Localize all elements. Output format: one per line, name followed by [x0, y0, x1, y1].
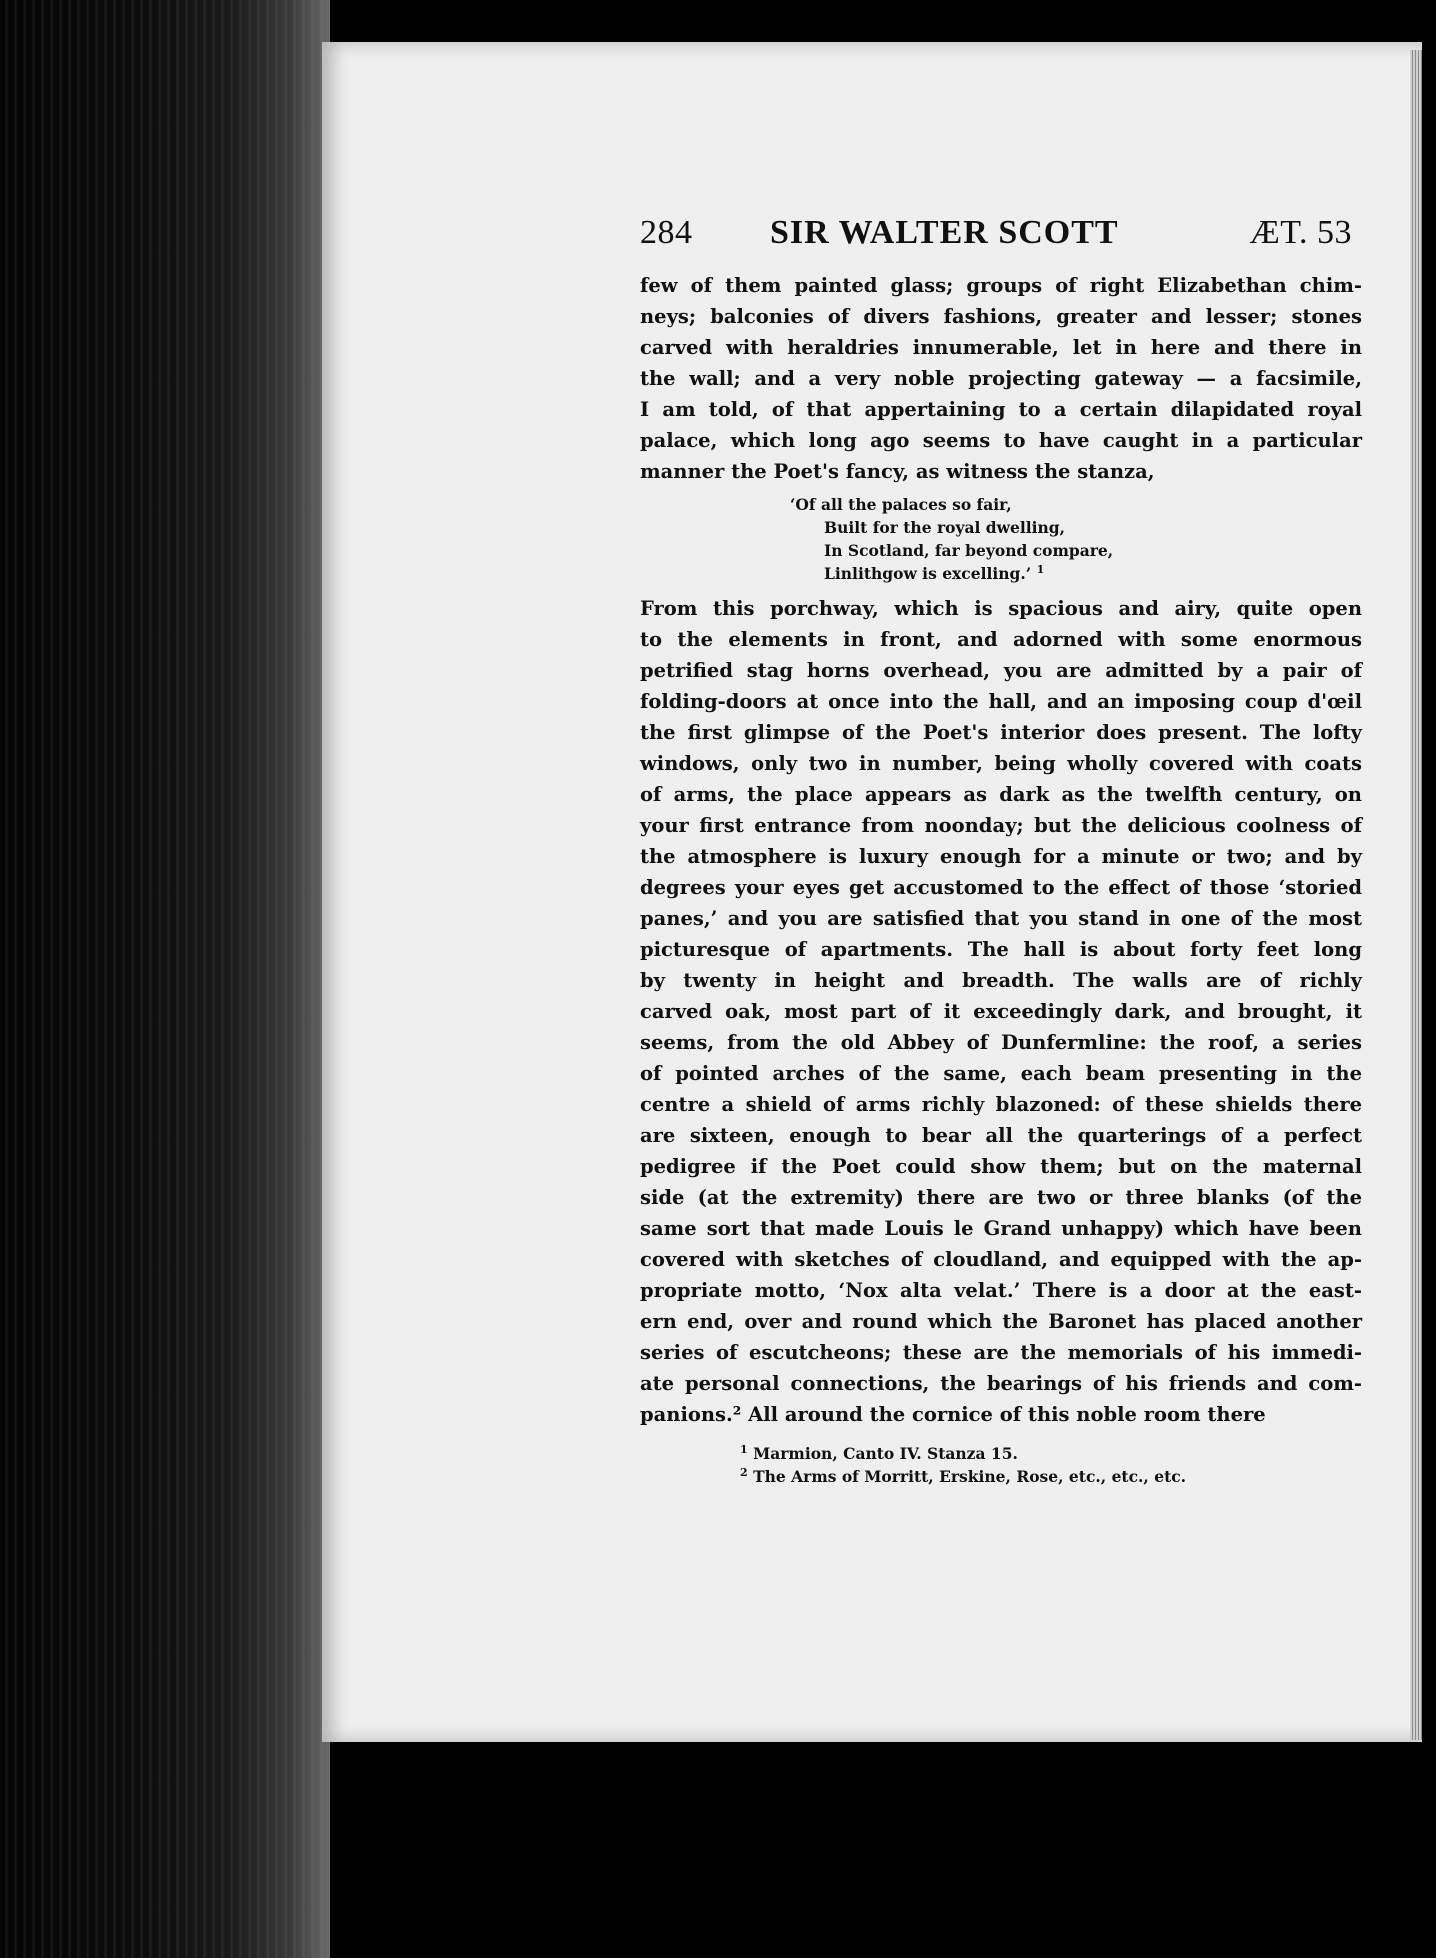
text-line: series of escutcheons; these are the memorials of his immedi- [640, 1341, 1362, 1364]
page-number: 284 [640, 214, 693, 251]
text-line: of pointed arches of the same, each beam presenting in the [640, 1062, 1362, 1085]
text-line: centre a shield of arms richly blazoned: of these shields there [640, 1093, 1362, 1116]
text-line: carved with heraldries innumerable, let in here and there in [640, 336, 1362, 359]
text-line: degrees your eyes get accustomed to the effect of those ‘storied [640, 876, 1362, 899]
text-line: by twenty in height and breadth. The walls are of richly [640, 969, 1362, 992]
text-line: your first entrance from noonday; but the delicious coolness of [640, 814, 1362, 837]
text-line: covered with sketches of cloudland, and equipped with the ap- [640, 1248, 1362, 1271]
footnote-mark: 1 [740, 1442, 748, 1456]
text-line: palace, which long ago seems to have caught in a particular [640, 429, 1362, 452]
footnote-text: Marmion, Canto IV. Stanza 15. [753, 1444, 1018, 1463]
text-line: From this porchway, which is spacious and airy, quite open [640, 597, 1362, 620]
text-line: panions.² All around the cornice of this noble room there [640, 1403, 1266, 1426]
text-line: I am told, of that appertaining to a certain dilapidated royal [640, 398, 1362, 421]
footnote [740, 1465, 1362, 1488]
text-line: are sixteen, enough to bear all the quarterings of a perfect [640, 1124, 1362, 1147]
text-line: the first glimpse of the Poet's interior does present. The lofty [640, 721, 1362, 744]
footnote-text: The Arms of Morritt, Erskine, Rose, etc., etc., etc. [753, 1467, 1187, 1486]
text-line: folding-doors at once into the hall, and an imposing coup d'œil [640, 690, 1362, 713]
text-line: few of them painted glass; groups of right Elizabethan chim- [640, 274, 1362, 297]
verse-line-text: Linlithgow is excelling.’ [824, 564, 1032, 583]
verse-line-text: Built for the royal dwelling, [824, 518, 1066, 537]
verse-quotation [790, 493, 1362, 585]
footnote-mark: 2 [740, 1465, 748, 1479]
text-line: to the elements in front, and adorned with some enormous [640, 628, 1362, 651]
text-line: panes,’ and you are satisfied that you stand in one of the most [640, 907, 1362, 930]
paragraph-2 [640, 593, 1362, 1430]
text-line: manner the Poet's fancy, as witness the stanza, [640, 460, 1155, 483]
text-line: of arms, the place appears as dark as the twelfth century, on [640, 783, 1362, 806]
text-line: the atmosphere is luxury enough for a minute or two; and by [640, 845, 1362, 868]
text-line: the wall; and a very noble projecting gateway — a facsimile, [640, 367, 1362, 390]
age-marker: ÆT. 53 [1249, 214, 1352, 251]
running-title: SIR WALTER SCOTT [770, 214, 1119, 251]
verse-line [790, 493, 1362, 516]
verse-line [790, 539, 1362, 562]
paragraph-1 [640, 270, 1362, 487]
text-line: pedigree if the Poet could show them; but on the maternal [640, 1155, 1362, 1178]
verse-line-text: ‘Of all the palaces so fair, [790, 495, 1012, 514]
text-line: side (at the extremity) there are two or three blanks (of the [640, 1186, 1362, 1209]
text-line: carved oak, most part of it exceedingly dark, and brought, it [640, 1000, 1362, 1023]
text-line: same sort that made Louis le Grand unhappy) which have been [640, 1217, 1362, 1240]
text-line: ate personal connections, the bearings of his friends and com- [640, 1372, 1362, 1395]
text-line: ern end, over and round which the Baronet has placed another [640, 1310, 1362, 1333]
running-header [640, 214, 1362, 270]
page-content [640, 214, 1362, 1488]
footnote-reference: 1 [1036, 562, 1045, 576]
footnotes [740, 1442, 1362, 1488]
verse-line [790, 516, 1362, 539]
text-line: picturesque of apartments. The hall is about forty feet long [640, 938, 1362, 961]
text-line: petrified stag horns overhead, you are admitted by a pair of [640, 659, 1362, 682]
footnote [740, 1442, 1362, 1465]
text-line: propriate motto, ‘Nox alta velat.’ There is a door at the east- [640, 1279, 1362, 1302]
verse-line [790, 562, 1362, 585]
page-edges [1410, 50, 1422, 1740]
text-line: windows, only two in number, being wholly covered with coats [640, 752, 1362, 775]
book-spine [0, 0, 330, 1958]
verse-line-text: In Scotland, far beyond compare, [824, 541, 1114, 560]
text-line: seems, from the old Abbey of Dunfermline: the roof, a series [640, 1031, 1362, 1054]
text-line: neys; balconies of divers fashions, greater and lesser; stones [640, 305, 1362, 328]
